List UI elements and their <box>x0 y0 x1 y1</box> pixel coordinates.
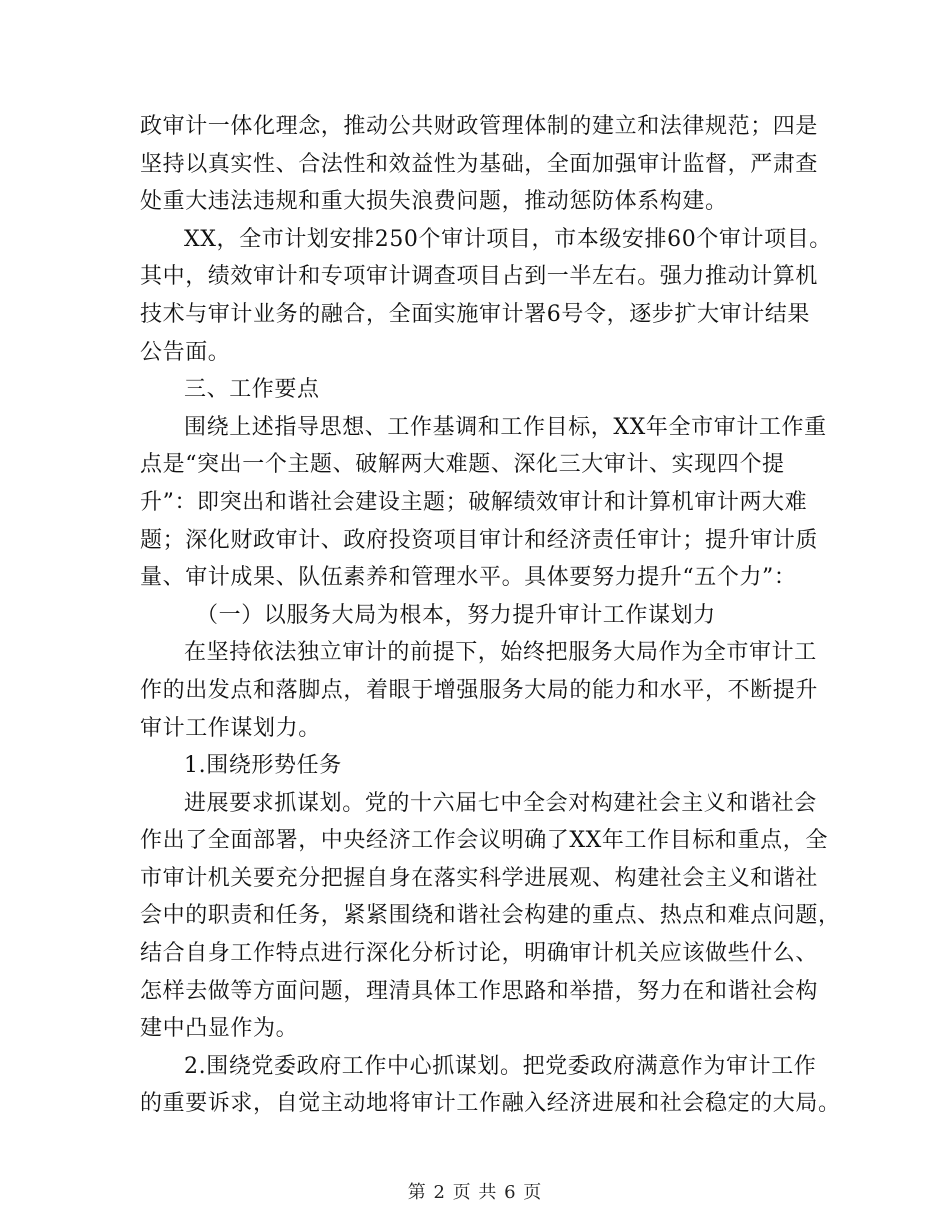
text-line: 其中，绩效审计和专项审计调查项目占到一半左右。强力推动计算机 <box>140 264 819 290</box>
text-line: 怎样去做等方面问题，理清具体工作思路和举措，努力在和谐社会构 <box>140 978 819 1004</box>
body-text <box>140 108 841 1123</box>
text-line: 公告面。 <box>140 339 231 365</box>
text-line: 进展要求抓谋划。党的十六届七中全会对构建社会主义和谐社会 <box>184 790 817 816</box>
text-line: 建中凸显作为。 <box>140 1016 299 1042</box>
page-number-footer: 第 2 页 共 6 页 <box>407 1182 543 1203</box>
text-line: 2.围绕党委政府工作中心抓谋划。把党委政府满意作为审计工作 <box>184 1053 817 1079</box>
text-line: 审计工作谋划力。 <box>140 715 321 741</box>
text-line: 作的出发点和落脚点，着眼于增强服务大局的能力和水平，不断提升 <box>140 677 819 703</box>
text-line: 作出了全面部署，中央经济工作会议明确了XX年工作目标和重点，全 <box>140 828 828 854</box>
text-line: 技术与审计业务的融合，全面实施审计署6号令，逐步扩大审计结果 <box>140 301 810 327</box>
text-line: 的重要诉求，自觉主动地将审计工作融入经济进展和社会稳定的大局。 <box>140 1091 841 1117</box>
text-line: 政审计一体化理念，推动公共财政管理体制的建立和法律规范；四是 <box>140 114 819 139</box>
subsection-heading: （一）以服务大局为根本，努力提升审计工作谋划力 <box>196 602 716 628</box>
text-line: 围绕上述指导思想、工作基调和工作目标，XX年全市审计工作重 <box>184 414 827 440</box>
item-heading: 1.围绕形势任务 <box>184 753 342 779</box>
text-line: 升”：即突出和谐社会建设主题；破解绩效审计和计算机审计两大难 <box>140 489 808 515</box>
section-heading: 三、工作要点 <box>184 377 320 403</box>
text-line: 市审计机关要充分把握自身在落实科学进展观、构建社会主义和谐社 <box>140 865 819 891</box>
text-line: XX，全市计划安排250个审计项目，市本级安排60个审计项目。 <box>184 226 832 252</box>
text-line: 处重大违法违规和重大损失浪费问题，推动惩防体系构建。 <box>140 189 728 215</box>
text-line: 点是“突出一个主题、破解两大难题、深化三大审计、实现四个提 <box>140 452 785 478</box>
text-line: 坚持以真实性、合法性和效益性为基础，全面加强审计监督，严肃查 <box>140 151 819 177</box>
text-line: 题；深化财政审计、政府投资项目审计和经济责任审计；提升审计质 <box>140 527 819 553</box>
text-line: 会中的职责和任务，紧紧围绕和谐社会构建的重点、热点和难点问题， <box>140 903 841 929</box>
text-line: 量、审计成果、队伍素养和管理水平。具体要努力提升“五个力”： <box>140 565 797 591</box>
text-line: 在坚持依法独立审计的前提下，始终把服务大局作为全市审计工 <box>184 640 817 666</box>
text-line: 结合自身工作特点进行深化分析讨论，明确审计机关应该做些什么、 <box>140 941 819 967</box>
